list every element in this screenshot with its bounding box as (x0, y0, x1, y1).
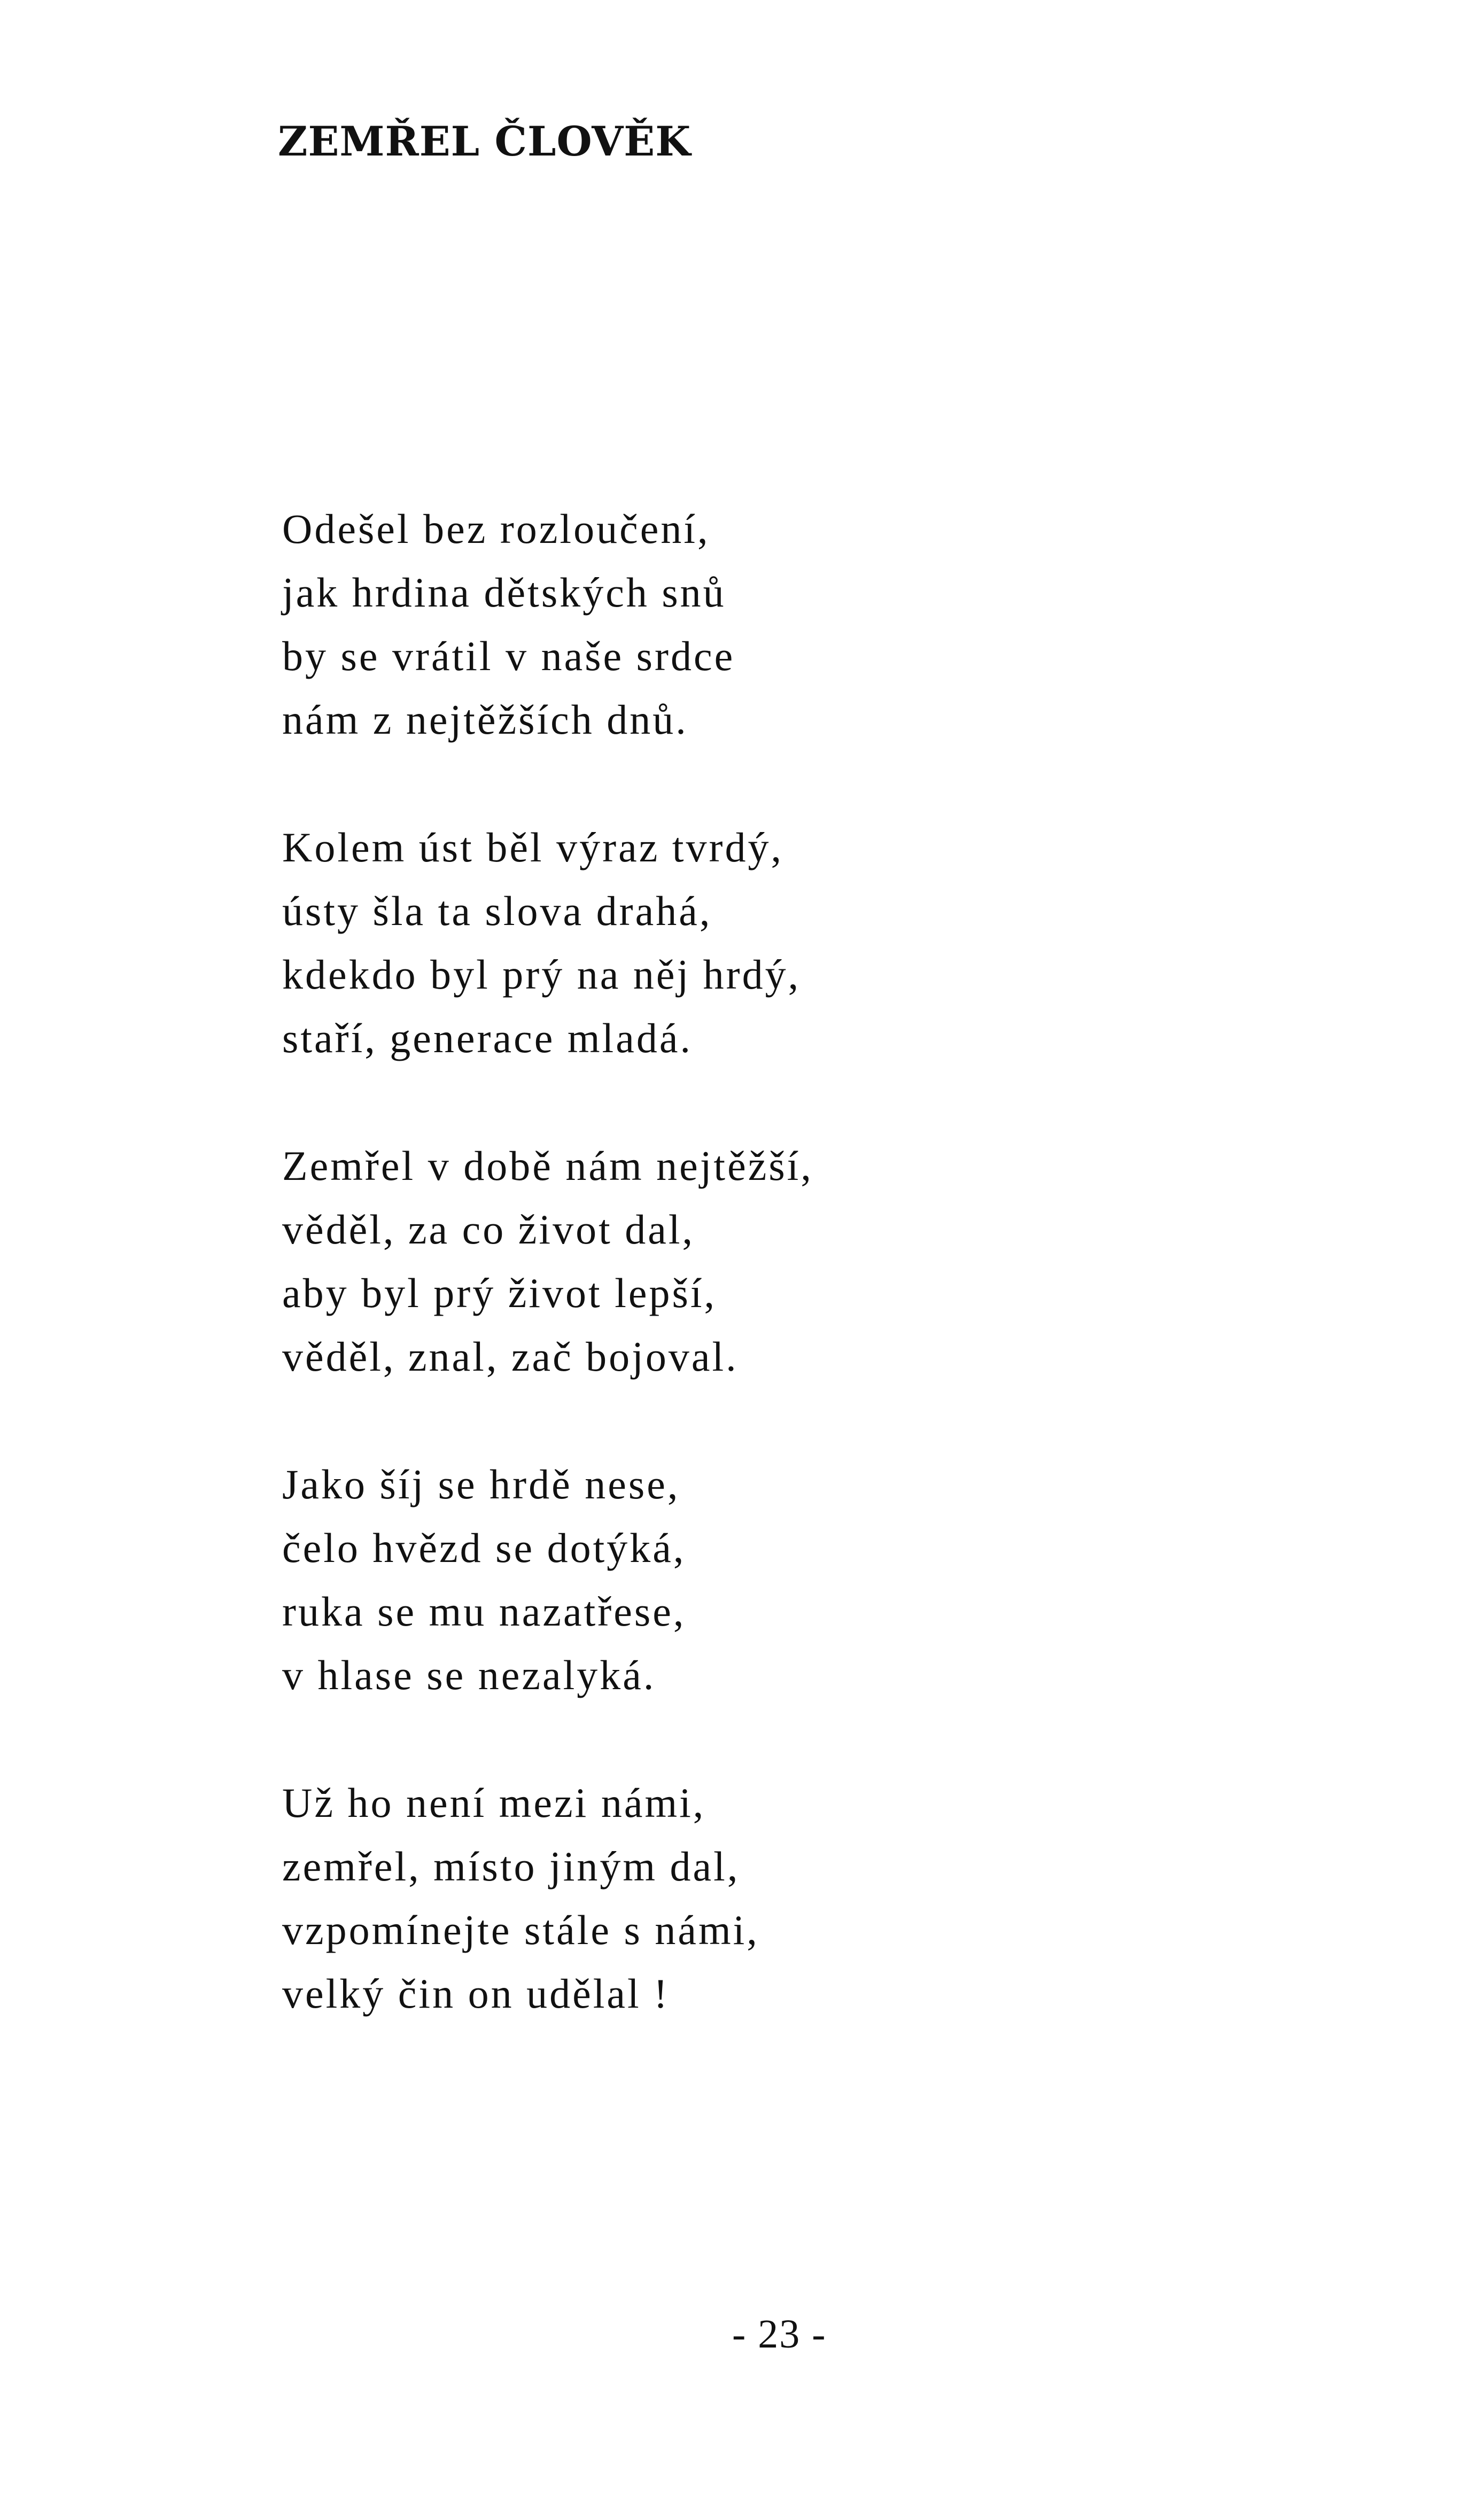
poem-line: velký čin on udělal ! (282, 1970, 670, 2017)
poem-line: věděl, znal, zač bojoval. (282, 1333, 739, 1380)
stanza (282, 497, 813, 751)
page-number: - 23 - (732, 2312, 827, 2357)
poem-line: nám z nejtěžších dnů. (282, 696, 688, 743)
poem-line: jak hrdina dětských snů (282, 569, 726, 616)
poem-title: ZEMŘEL ČLOVĚK (278, 118, 692, 165)
poem-body (282, 497, 813, 2025)
poem-line: věděl, za co život dal, (282, 1206, 695, 1253)
stanza (282, 1452, 813, 1707)
poem-line: Odešel bez rozloučení, (282, 506, 710, 552)
poem-line: Zemřel v době nám nejtěžší, (282, 1142, 813, 1189)
poem-line: Už ho není mezi námi, (282, 1779, 706, 1826)
poem-line: ruka se mu nazatřese, (282, 1588, 686, 1635)
poem-line: kdekdo byl prý na něj hrdý, (282, 951, 801, 998)
stanza (282, 815, 813, 1070)
poem-line: vzpomínejte stále s námi, (282, 1907, 759, 1953)
poem-line: Kolem úst běl výraz tvrdý, (282, 824, 783, 870)
poem-line: ústy šla ta slova drahá, (282, 888, 712, 934)
poem-line: čelo hvězd se dotýká, (282, 1525, 686, 1571)
poem-line: zemřel, místo jiným dal, (282, 1843, 740, 1890)
poem-line: Jako šíj se hrdě nese, (282, 1461, 680, 1507)
poem-line: by se vrátil v naše srdce (282, 633, 735, 679)
stanza (282, 1771, 813, 2025)
stanza (282, 1134, 813, 1388)
poem-line: v hlase se nezalyká. (282, 1652, 656, 1698)
poem-line: aby byl prý život lepší, (282, 1270, 717, 1316)
poem-line: staří, generace mladá. (282, 1015, 693, 1061)
